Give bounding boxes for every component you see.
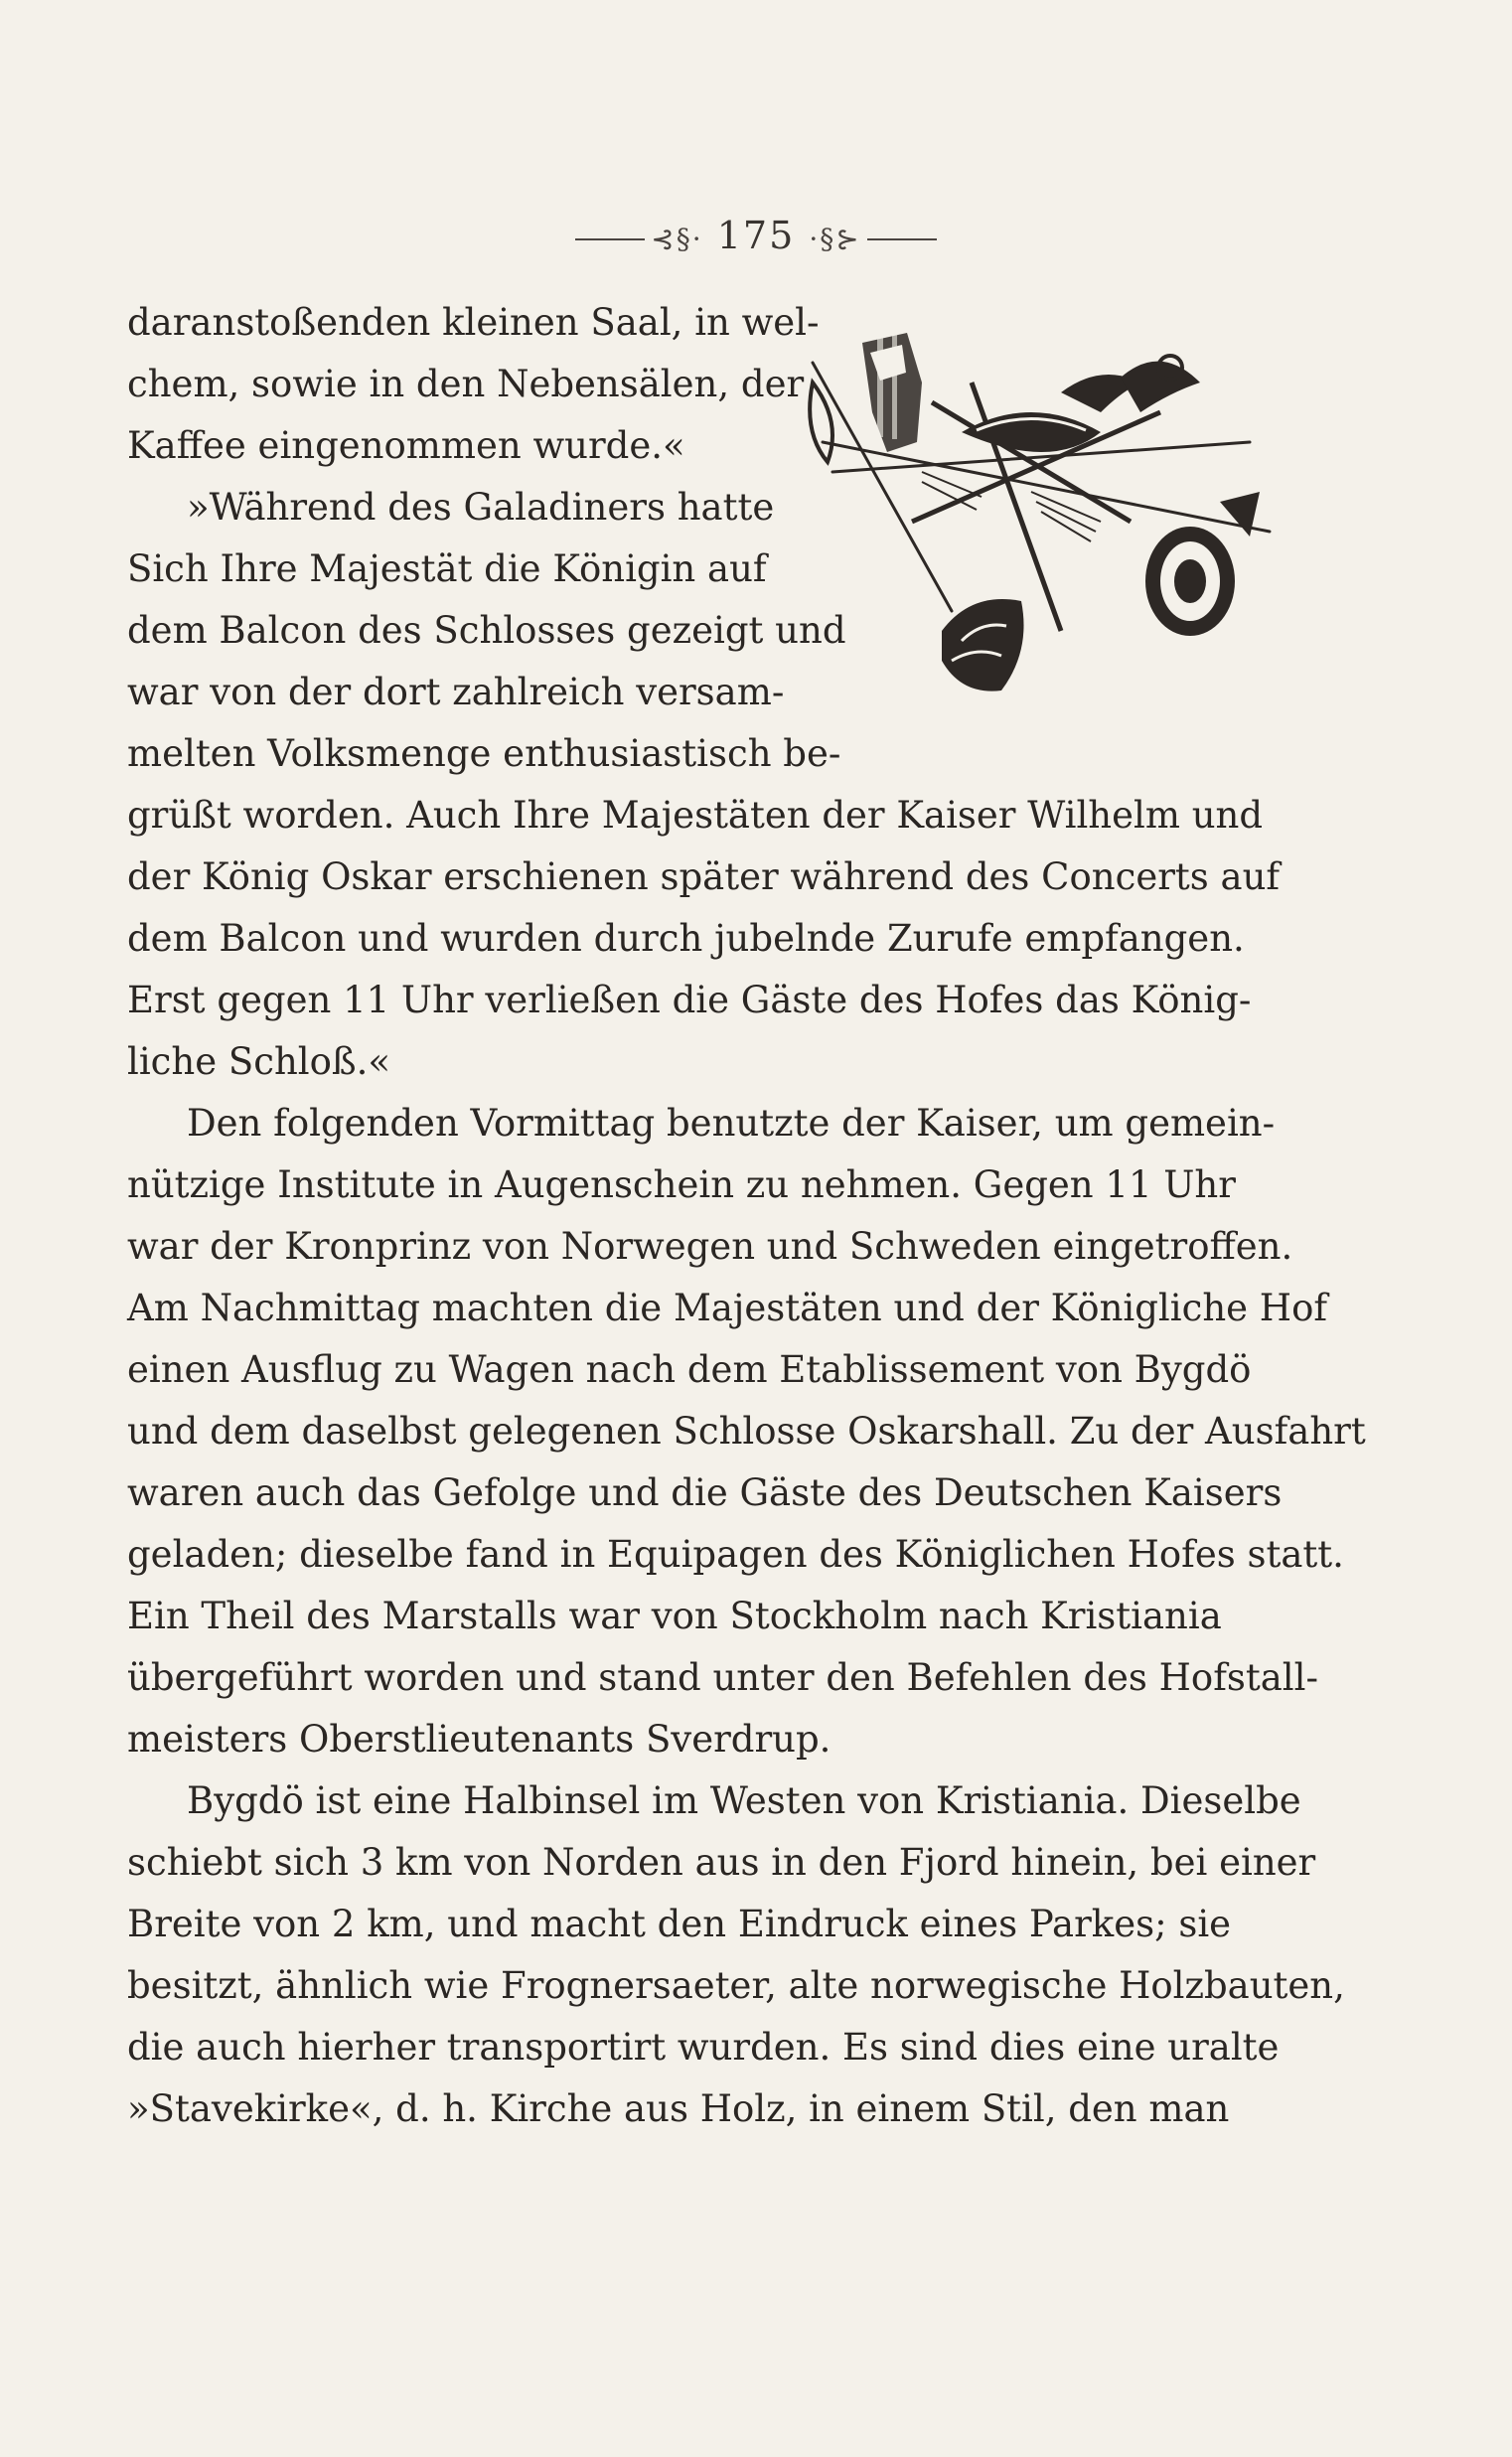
text-line: Erst gegen 11 Uhr verließen die Gäste des Hofes das König- [127,979,1252,1021]
text-line: »Während des Galadiners hatte [187,486,775,529]
text-line: waren auch das Gefolge und die Gäste des Deutschen Kaisers [127,1471,1283,1514]
text-line: liche Schloß.« [127,1040,390,1083]
ornament-right-icon: ·§⊱ [809,223,861,255]
text-line: die auch hierher transportirt wurden. Es sind dies eine uralte [127,2026,1280,2069]
text-line: grüßt worden. Auch Ihre Majestäten der Kaiser Wilhelm und [127,794,1264,837]
text-line: dem Balcon und wurden durch jubelnde Zurufe empfangen. [127,917,1245,960]
text-line: Sich Ihre Majestät die Königin auf [127,547,767,590]
text-line: besitzt, ähnlich wie Frognersaeter, alte norwegische Holzbauten, [127,1964,1345,2007]
text-line: »Stavekirke«, d. h. Kirche aus Holz, in einem Stil, den man [127,2087,1230,2130]
header-rule-left [575,238,645,240]
text-line: melten Volksmenge enthusiastisch be- [127,732,841,775]
text-line: Breite von 2 km, und macht den Eindruck eines Parkes; sie [127,1903,1232,1945]
text-line: Am Nachmittag machten die Majestäten und der Königliche Hof [127,1287,1328,1329]
text-line: daranstoßenden kleinen Saal, in wel- [127,301,820,344]
text-line: und dem daselbst gelegenen Schlosse Oskarshall. Zu der Ausfahrt [127,1410,1366,1453]
page-header [0,214,1512,257]
text-line: nützige Institute in Augenschein zu nehmen. Gegen 11 Uhr [127,1163,1236,1206]
text-line: meisters Oberstlieutenants Sverdrup. [127,1718,832,1761]
text-line: Ein Theil des Marstalls war von Stockholm nach Kristiania [127,1595,1222,1637]
text-line: dem Balcon des Schlosses gezeigt und [127,609,846,652]
text-line: schiebt sich 3 km von Norden aus in den Fjord hinein, bei einer [127,1841,1316,1884]
text-line: der König Oskar erschienen später während des Concerts auf [127,855,1281,898]
text-line: chem, sowie in den Nebensälen, der [127,363,805,405]
text-line: war der Kronprinz von Norwegen und Schweden eingetroffen. [127,1225,1293,1268]
text-line: Den folgenden Vormittag benutzte der Kaiser, um gemein- [187,1102,1276,1145]
trophy-illustration [803,323,1280,765]
page-number: 175 [716,214,796,257]
text-line: einen Ausflug zu Wagen nach dem Etablissement von Bygdö [127,1348,1252,1391]
text-line: geladen; dieselbe fand in Equipagen des Königlichen Hofes statt. [127,1533,1344,1576]
header-rule-right [867,238,937,240]
text-line: war von der dort zahlreich versam- [127,671,785,713]
text-line: Kaffee eingenommen wurde.« [127,424,685,467]
ornament-left-icon: ⊰§· [651,223,703,255]
text-line: Bygdö ist eine Halbinsel im Westen von Kristiania. Dieselbe [187,1779,1301,1822]
text-line: übergeführt worden und stand unter den Befehlen des Hofstall- [127,1656,1318,1699]
